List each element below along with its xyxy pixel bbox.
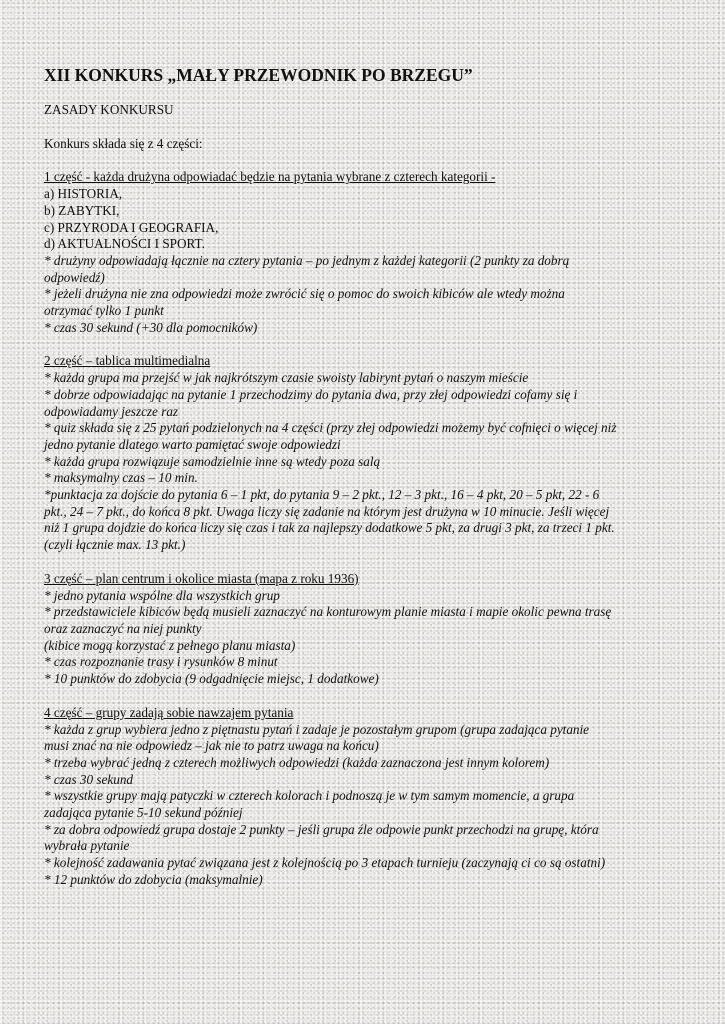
section-line: zadająca pytanie 5-10 sekund później — [44, 805, 243, 821]
section-line: oraz zaznaczyć na niej punkty — [44, 620, 202, 636]
section-line: wybrała pytanie — [44, 838, 130, 854]
intro-text: Konkurs składa się z 4 części: — [44, 135, 203, 151]
section-line: c) PRZYRODA I GEOGRAFIA, — [44, 219, 219, 235]
section-line: * każda z grup wybiera jedno z piętnastu pytań i zadaje je pozostałym grupom (grupa zadająca pytanie — [44, 721, 590, 737]
section-line: * kolejność zadawania pytać związana jest z kolejnością po 3 etapach turnieju (zaczynają ci co są ostatni) — [44, 855, 606, 871]
section-line: *punktacja za dojście do pytania 6 – 1 pkt, do pytania 9 – 2 pkt., 12 – 3 pkt., 16 – 4 pkt, 20 – 5 pkt, 22 - 6 — [44, 487, 600, 503]
section-3 — [44, 571, 684, 688]
section-line: * maksymalny czas – 10 min. — [44, 470, 198, 486]
section-line: odpowiedź) — [44, 269, 105, 285]
section-line: * czas 30 sekund (+30 dla pomocników) — [44, 319, 258, 335]
section-line: * 12 punktów do zdobycia (maksymalnie) — [44, 871, 263, 887]
section-line: pkt., 24 – 7 pkt., do końca 8 pkt. Uwaga liczy się zadanie na którym jest drużyna w 10 minucie. Jeśli więcej — [44, 503, 610, 519]
section-heading: 1 część - każda drużyna odpowiadać będzie na pytania wybrane z czterech kategorii - — [44, 169, 496, 185]
section-line: d) AKTUALNOŚCI I SPORT. — [44, 236, 205, 252]
document-title: XII KONKURS „MAŁY PRZEWODNIK PO BRZEGU” — [44, 65, 473, 85]
section-1 — [44, 169, 684, 336]
document-subtitle: ZASADY KONKURSU — [44, 102, 174, 117]
section-line: * czas 30 sekund — [44, 771, 134, 787]
section-line: * trzeba wybrać jedną z czterech możliwych odpowiedzi (każda zaznaczona jest innym kolorem) — [44, 754, 550, 770]
section-4 — [44, 705, 684, 889]
section-line: (czyli łącznie max. 13 pkt.) — [44, 537, 186, 553]
section-line: * jeżeli drużyna nie zna odpowiedzi może zwrócić się o pomoc do swoich kibiców ale wtedy można — [44, 286, 565, 302]
section-line: * przedstawiciele kibiców będą musieli zaznaczyć na konturowym planie miasta i mapie okolic pewna trasę — [44, 604, 612, 620]
section-heading: 3 część – plan centrum i okolice miasta (mapa z roku 1936) — [44, 570, 359, 586]
section-line: * każda grupa rozwiązuje samodzielnie inne są wtedy poza salą — [44, 453, 381, 469]
section-line: otrzymać tylko 1 punkt — [44, 303, 164, 319]
section-line: a) HISTORIA, — [44, 186, 123, 202]
document-page — [44, 64, 684, 906]
section-line: niż 1 grupa dojdzie do końca liczy się czas i tak za najlepszy dodatkowe 5 pkt, za drugi 3 pkt, za trzeci 1 pkt. — [44, 520, 615, 536]
section-line: * za dobra odpowiedź grupa dostaje 2 punkty – jeśli grupa źle odpowie punkt przechodzi na grupę, która — [44, 821, 599, 837]
section-line: * jedno pytania wspólne dla wszystkich grup — [44, 587, 280, 603]
section-line: jedno pytanie dlatego warto pamiętać swoje odpowiedzi — [44, 436, 341, 452]
section-line: * drużyny odpowiadają łącznie na cztery pytania – po jednym z każdej kategorii (2 punkty za dobrą — [44, 252, 570, 268]
section-line: odpowiadamy jeszcze raz — [44, 403, 179, 419]
section-line: * wszystkie grupy mają patyczki w czterech kolorach i podnoszą je w tym samym momencie, a grupa — [44, 788, 575, 804]
section-line: * dobrze odpowiadając na pytanie 1 przechodzimy do pytania dwa, przy złej odpowiedzi cofamy się i — [44, 386, 578, 402]
section-line: * każda grupa ma przejść w jak najkrótszym czasie swoisty labirynt pytań o naszym mieście — [44, 370, 529, 386]
sections-container — [44, 169, 684, 888]
section-heading: 4 część – grupy zadają sobie nawzajem pytania — [44, 704, 294, 720]
section-line: * 10 punktów do zdobycia (9 odgadnięcie miejsc, 1 dodatkowe) — [44, 671, 379, 687]
section-2 — [44, 353, 684, 553]
section-heading: 2 część – tablica multimedialna — [44, 353, 211, 369]
section-line: b) ZABYTKI, — [44, 202, 120, 218]
section-line: * czas rozpoznanie trasy i rysunków 8 minut — [44, 654, 278, 670]
section-line: (kibice mogą korzystać z pełnego planu miasta) — [44, 637, 296, 653]
section-line: * quiz składa się z 25 pytań podzielonych na 4 części (przy złej odpowiedzi możemy być cofnięci o więcej niż — [44, 420, 617, 436]
section-line: musi znać na nie odpowiedz – jak nie to patrz uwaga na końcu) — [44, 738, 379, 754]
